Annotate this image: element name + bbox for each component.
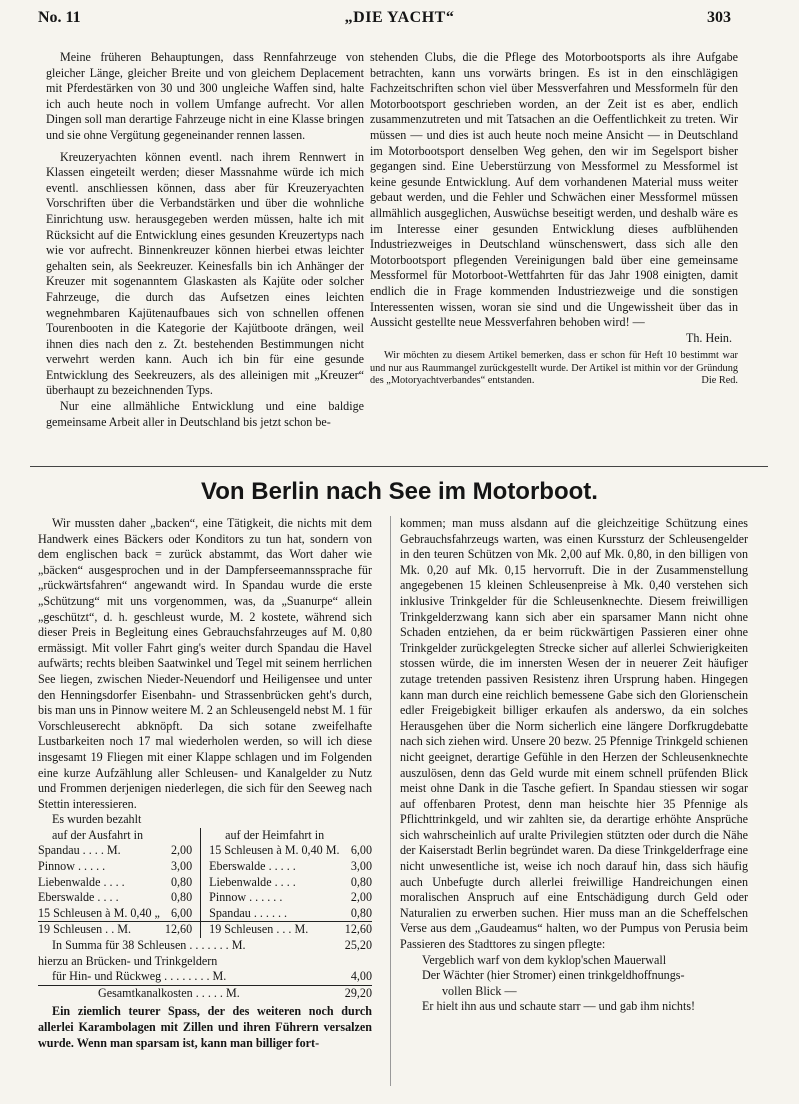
paragraph: stehenden Clubs, die die Pflege des Motorbootsports als ihre Aufgabe betrachten, kann uns vorwärts bringen. Es ist in den einschlägigen Fachzeitschriften schon viel über Messverfahren und Messformeln für den Motorbootsport geschrieben worden, an der Zeit ist es aber, endlich zusammenzutreten und mit Tatsachen an die Oeffentlichkeit zu treten. Wir müssen — und dies ist auch heute noch meine Ansicht — in Deutschland im Motorbootsport denselben Weg gehen, den wir im Segelsport bisher gegangen sind. Eine Ueberstürzung von Messformel zu Messformel ist keine gesunde Entwicklung. Auf dem vorhandenen Material muss weiter gebaut werden, und die Fehler und Schwächen einer Messformel müssen allmählich ausgeglichen, Auswüchse beseitigt werden, und deshalb wäre es im Interesse einer gesunden Entwicklung dieses aufblühenden Industriezweiges in Deutschland wünschenswert, dass sich alle den Motorbootsport pflegenden Vereinigungen bald über eine gemeinsame Messformel für Motorboot-Wettfahrten für das Jahr 1908 einigten, damit endlich die in Frage kommenden Industriezweige und die sonstigen Interessenten wissen, woran sie sind und die Ungewissheit über das in Aussicht gestellte neue Messverfahren behoben wird! — [370,50,738,330]
paragraph: Meine früheren Behauptungen, dass Rennfahrzeuge von gleicher Länge, gleicher Breite und von gleichem Deplacement mit Pferdestärken von 30 und 300 ungleiche Waffen sind, halte ich auch heute noch in vollem Umfange aufrecht. Vor allen Dingen soll man derartige Fahrzeuge nicht in eine Klasse bringen und sie ohne Vergütung gegeneinander rennen lassen. [46,50,364,142]
cell: 3,00 [350,859,372,874]
cell: 0,80 [350,905,372,920]
issue-number: No. 11 [38,9,81,26]
cell: Pinnow . . . . . [38,859,106,874]
article-title: Von Berlin nach See im Motorboot. [201,478,598,505]
cell: 3,00 [170,859,193,874]
grand-total-row [38,986,372,1002]
top-left-column [46,50,364,430]
total-value: 25,20 [344,938,372,953]
total-row [38,938,372,954]
paragraph: kommen; man muss alsdann auf die gleichzeitige Schützung eines Gebrauchsfahrzeugs warten, was einen Kurssturz der Schleusengelder in den teuren Schützen von Mk. 2,00 auf Mk. 0,80, in den billigen von Mk. 0,20 auf Mk. 0,15 hervorruft. Die in der Zusammenstellung angegebenen 15 kleinen Schleusenpreise à Mk. 0,40 verstehen sich inklusive Trinkgelder für die Schleusenknechte. Diesem freiwilligen Trinkgelderzwang kann sich aber ein sparsamer Mann nicht ohne Schaden entziehen, da er beim rückwärtigen Passieren einer ohne Trinkgelder zurückgelegten Strecke sicher auf allerlei Schwierigkeiten stossen würde, die im innersten Wesen der in neuerer Zeit häufiger zutage tretenden passiven Resistenz ihren Ursprung haben. Hingegen kann man durch eine reichlich bemessene Gabe sich den Glorienschein edler Freigebigkeit billiger erkaufen als anderswo, da ein solches Herausgehen über die Norm sicherlich eine längere Dorfkrugdebatte nach sich ziehen wird. Unsere 20 bezw. 25 Pfennige Trinkgeld schienen nicht geeignet, derartige Gefühle in den Herzen der Schleusenknechte auszulösen, denn das Geld wurde mit einem schnell prüfenden Blick meist ohne Dank in die Tasche gefiert. In Spandau stiessen wir sogar auf offenbaren Protest, denn man heischte hier 35 Pfennige als Pflichttrinkgeld, und wir zahlten sie, da derartige erhöhte Ansprüche sich wahrscheinlich auf uralte Privilegien stützten oder durch die Nähe der Kaiserstadt Berlin begründet waren. Da diese Trinkgelderfrage eine nicht unwesentliche ist, weise ich noch darauf hin, dass sich häufig auch Unbefugte durch allerlei freiwillige Handreichungen einen moralischen Anspruch auf eine Entschädigung durch Geld oder Naturalien zu erwerben suchen. Hier muss man an die Scheffelschen Verse aus dem „Gaudeamus“ halten, wo der Pumpus von Perusia beim Passieren des Stadttores zu singen pflegte: [400,516,748,952]
editor-sign: Die Red. [701,375,738,387]
poem-line: Der Wächter (hier Stromer) einen trinkgeldhoffnungs- [422,968,685,983]
grand-total-label: Gesamtkanalkosten . . . . . M. [98,985,240,1000]
table-header [38,828,372,844]
header-out: auf der Ausfahrt in [52,827,144,842]
cell: 15 Schleusen à M. 0,40 M. [209,843,340,858]
cost-table [38,828,372,938]
editor-note-text: Wir möchten zu diesem Artikel bemerken, dass er schon für Heft 10 bestimmt war und nur aus Raummangel zurückgestellt wurde. Der Artikel ist mithin vor der Gründung des „Motoryachtverbandes“ entstanden. [370,350,738,387]
cell: 19 Schleusen . . M. [38,922,164,938]
poem-line: vollen Blick — [442,983,517,998]
table-row [38,890,372,906]
section-divider [30,466,768,467]
cell: Liebenwalde . . . . [38,874,125,889]
poem-line: Er hielt ihn aus und schaute starr — und gab ihm nichts! [422,999,696,1014]
paragraph: Wir mussten daher „backen“, eine Tätigkeit, die nichts mit dem Handwerk eines Bäckers oder Konditors zu tun hat, sondern von dem englischen back = zurück abstammt, das Wort daher wie „bäcken“ ausgesprochen und in der Dampferseemannssprache für „rückwärtsfahren“ angewandt wird. In Spandau wurde die erste „Schützung“ mit uns vorgenommen, was, da „Suanurpe“ allein „geschützt“, d. h. geschleust wurde, M. 2 kostete, während sich dieser Preis in Begleitung eines Gebrauchsfahrzeuges auf M. 0,80 ermässigt. Mit voller Fahrt ging's weiter durch Spandau die Havel aufwärts; rechts bleiben Saatwinkel und Tegel mit seinem herrlichen See liegen, zwischen Nieder-Neuendorf und Heiligensee und unter den Henningsdorfer Eisenbahn- und Strassenbrücken geht's durch, bis man uns in Pinnow weitere M. 2 an Schleusengeld nebst M. 1 für Vorschleuserecht abknöpft. Da sich sotane zweifelhafte Lustbarkeiten noch 17 mal wiederholen werden, so will ich diese insgesamt 19 Fliegen mit einer Klappe schlagen und im Folgenden eine kurze Aufzählung aller Schleusen- und Kanalgelder zu Nutz und Frommen derjenigen niederlegen, die sich für den Seeweg nach Stettin interessieren. [38,516,372,811]
cost-table-intro: Es wurden bezahlt [52,812,142,827]
table-row [38,875,372,891]
article-right-column [400,516,748,1015]
cell: 0,80 [350,874,372,889]
paragraph: Nur eine allmähliche Entwicklung und eine baldige gemeinsame Arbeit aller in Deutschland bis jetzt schon be- [46,399,364,429]
journal-title: „DIE YACHT“ [344,9,455,26]
extra-label-2: für Hin- und Rückweg . . . . . . . . M. [52,969,227,984]
cell: Spandau . . . . . . [209,905,288,920]
article-left-column [38,516,372,1051]
cell: 19 Schleusen . . . M. [209,922,344,938]
poem [400,953,748,1015]
extra-label: hierzu an Brücken- und Trinkgeldern [38,953,218,968]
page-header [28,9,771,33]
page-number: 303 [707,9,731,26]
cell: 2,00 [170,843,193,858]
cell: 6,00 [350,843,372,858]
cell: Eberswalde . . . . [38,890,119,905]
poem-line: Vergeblich warf von dem kyklop'schen Mauerwall [422,952,667,967]
extra-row [38,969,372,986]
table-row [38,906,372,922]
paragraph: Ein ziemlich teurer Spass, der des weiteren noch durch allerlei Karambolagen mit Zillen und ihren Führern versalzen wurde. Wenn man sparsam ist, kann man billiger fort- [38,1004,372,1050]
cell: 12,60 [344,922,372,937]
extra-value: 4,00 [350,969,372,984]
cell: 0,80 [170,890,193,905]
table-row [38,843,372,859]
signature: Th. Hein. [685,330,732,345]
cell: 6,00 [170,905,193,920]
grand-total-value: 29,20 [344,985,372,1000]
paragraph: Kreuzeryachten können eventl. nach ihrem Rennwert in Klassen eingeteilt werden; dieser Massnahme würde ich mich eventl. anschliessen können, dass aber für Kreuzeryachten Vorschriften über die Verbandstärken und über die wohnliche Einrichtung usw. herausgegeben werden müssen, halte ich mit Rücksicht auf die Entwicklung eines gesunden Kreuzertyps nach wie vor aufrecht. Binnenkreuzer können hierbei etwas leichter gehalten sein, als Seekreuzer. Keinesfalls bin ich Anhänger der Kreuzer mit sogenanntem Glaskasten als Kajüte oder solcher Fahrzeuge, die durch das Aufsetzen eines leichten wegnehmbaren Kajütenaufbaues sich von schnellen offenen Tourenbooten in die Kategorie der Kajütboote drängen, weil ihnen dies nach den z. Zt. bestehenden Bestimmungen nicht verwehrt werden kann. Auch ich bin für eine gesunde Entwicklung des Seekreuzers, als des alleinigen mit „Kreuzer“ überhaupt zu bezeichnenden Typs. [46,149,364,398]
cell: 2,00 [350,890,372,905]
top-right-column [370,50,738,388]
cell: 15 Schleusen à M. 0,40 „ [38,905,160,920]
cell: 12,60 [164,922,193,937]
table-row [38,859,372,875]
cell: 0,80 [170,874,193,889]
editor-note [370,350,738,388]
cell: Liebenwalde . . . . [209,874,296,889]
header-back: auf der Heimfahrt in [225,827,325,842]
column-rule [390,516,391,1086]
total-label: In Summa für 38 Schleusen . . . . . . . M. [52,938,246,953]
cell: Spandau . . . . M. [38,843,121,858]
cell: Eberswalde . . . . . [209,859,296,874]
cell: Pinnow . . . . . . [209,890,283,905]
table-sum-row [38,922,372,938]
